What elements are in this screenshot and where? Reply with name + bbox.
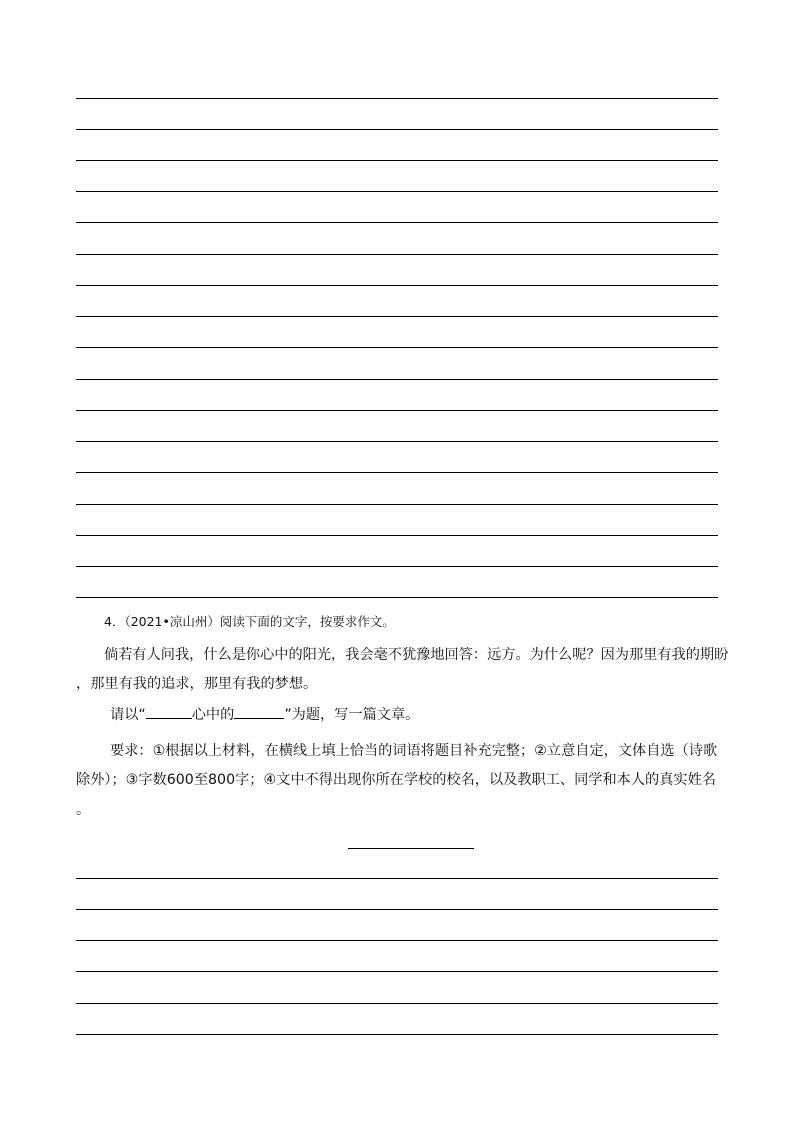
essay-title-line[interactable] (348, 848, 474, 849)
prompt-after: ”为题，写一篇文章。 (284, 707, 420, 723)
writing-line[interactable] (76, 410, 718, 411)
writing-line[interactable] (76, 129, 718, 130)
writing-line[interactable] (76, 472, 718, 473)
question-instruction: 阅读下面的文字，按要求作文。 (219, 614, 395, 629)
question-number: 4． (104, 614, 125, 629)
writing-line[interactable] (76, 316, 718, 317)
prompt-before: 请以“ (110, 707, 146, 723)
requirements-line-2: 除外）；③字数600至800字；④文中不得出现你所在学校的校名，以及教职工、同学和本人的真实姓名 (76, 772, 716, 788)
writing-line[interactable] (76, 441, 718, 442)
writing-line[interactable] (76, 1034, 718, 1035)
writing-line[interactable] (76, 379, 718, 380)
writing-line[interactable] (76, 98, 718, 99)
writing-line[interactable] (76, 1003, 718, 1004)
writing-line[interactable] (76, 347, 718, 348)
writing-line[interactable] (76, 971, 718, 972)
requirements-line-1: 要求：①根据以上材料，在横线上填上恰当的词语将题目补充完整；②立意自定，文体自选（诗歌 (110, 743, 718, 759)
question-header (104, 609, 746, 635)
title-blank-2[interactable] (234, 704, 284, 719)
writing-line[interactable] (76, 285, 718, 286)
question-source: （2021•凉山州） (124, 614, 220, 629)
writing-line[interactable] (76, 878, 718, 879)
writing-line[interactable] (76, 222, 718, 223)
title-prompt (110, 702, 752, 728)
writing-line[interactable] (76, 254, 718, 255)
prompt-middle: 心中的 (191, 707, 235, 723)
writing-line[interactable] (76, 191, 718, 192)
writing-line[interactable] (76, 504, 718, 505)
writing-line[interactable] (76, 566, 718, 567)
title-blank-1[interactable] (146, 704, 192, 719)
writing-line[interactable] (76, 160, 718, 161)
material-line-1: 倘若有人问我，什么是你心中的阳光，我会毫不犹豫地回答：远方。为什么呢？因为那里有我的期盼 (104, 647, 729, 663)
writing-line[interactable] (76, 535, 718, 536)
requirements-line-3: 。 (76, 802, 91, 818)
material-line-2: ，那里有我的追求，那里有我的梦想。 (76, 676, 318, 692)
writing-line[interactable] (76, 940, 718, 941)
writing-line[interactable] (76, 909, 718, 910)
writing-line[interactable] (76, 597, 718, 598)
